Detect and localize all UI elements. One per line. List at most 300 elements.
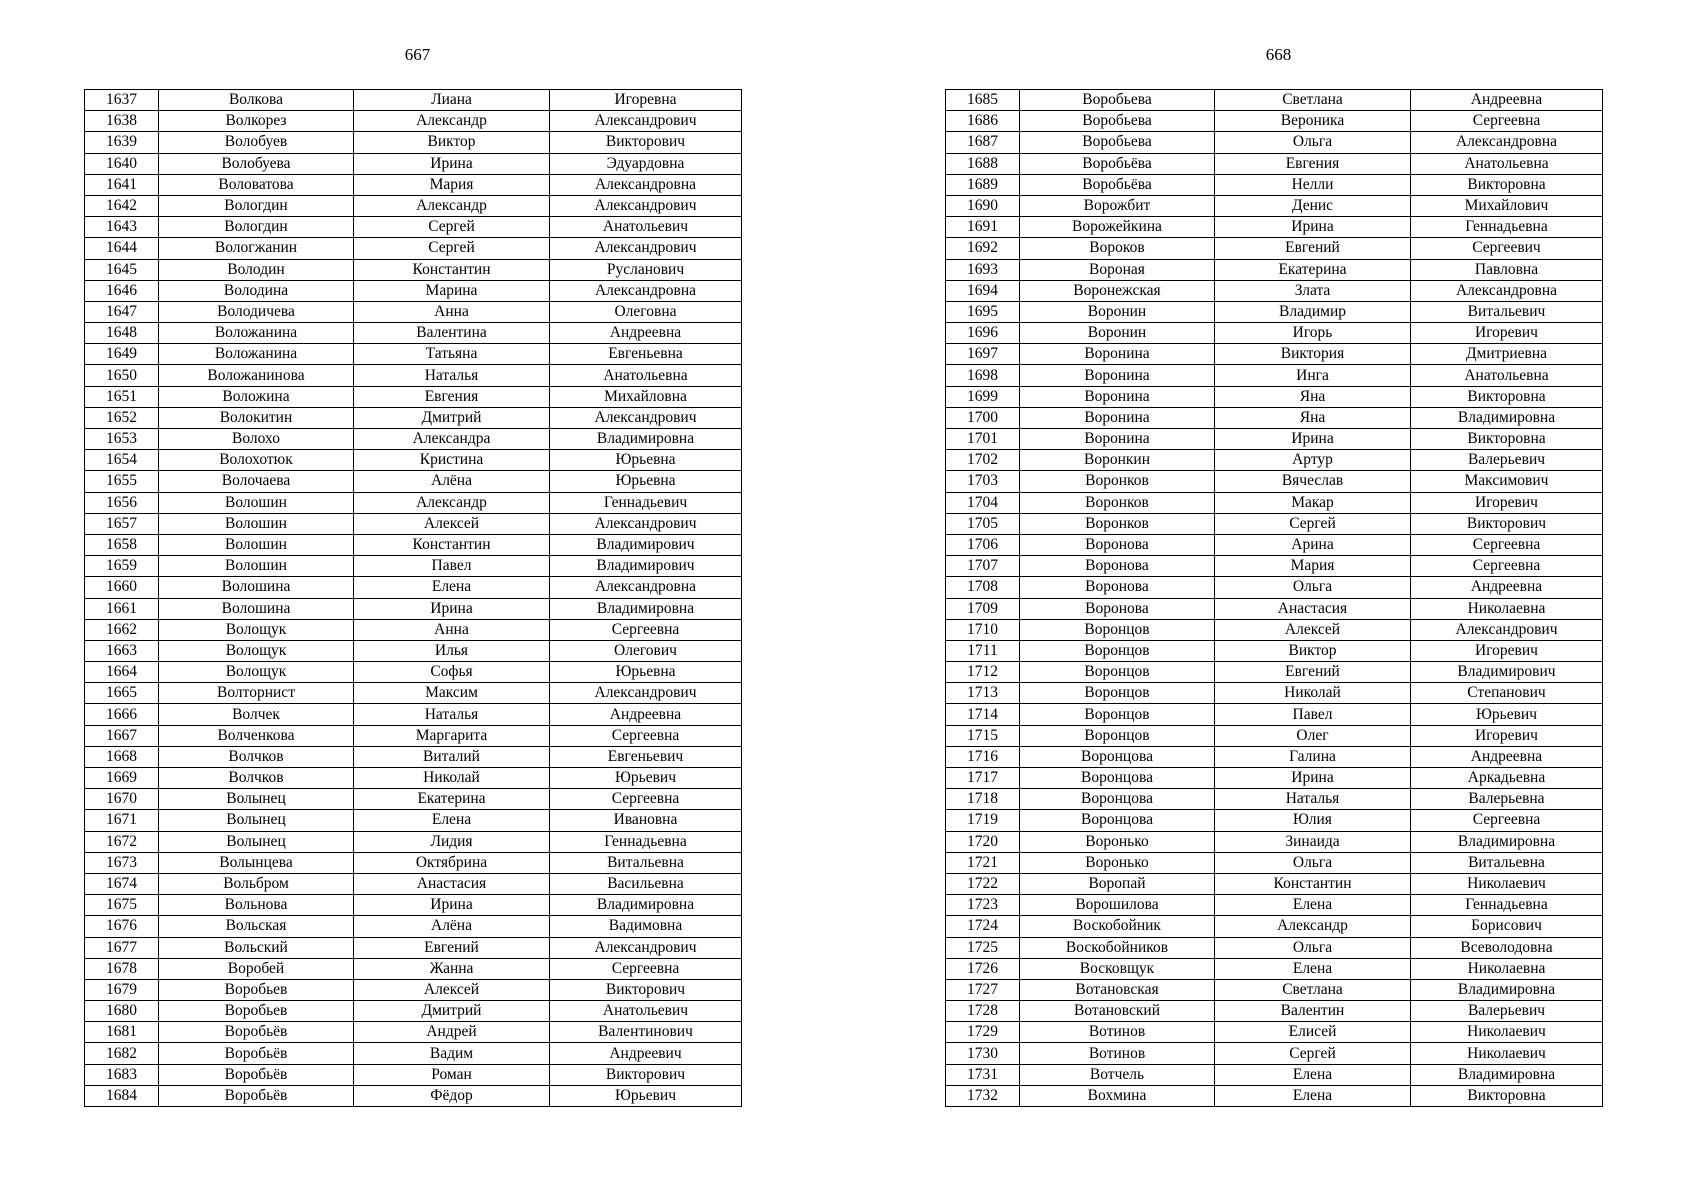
table-row (946, 132, 1603, 153)
row-number: 1678 (85, 958, 159, 979)
row-number: 1640 (85, 153, 159, 174)
patronymic: Сергеевна (550, 725, 742, 746)
row-number: 1711 (946, 640, 1020, 661)
last-name: Вотановская (1020, 979, 1215, 1000)
last-name: Воронцова (1020, 746, 1215, 767)
first-name: Маргарита (354, 725, 550, 746)
patronymic: Александрович (550, 513, 742, 534)
table-row (946, 768, 1603, 789)
last-name: Волокитин (159, 407, 354, 428)
last-name: Воложина (159, 386, 354, 407)
first-name: Дмитрий (354, 1001, 550, 1022)
last-name: Воронова (1020, 598, 1215, 619)
last-name: Воронцов (1020, 619, 1215, 640)
first-name: Игорь (1215, 323, 1411, 344)
row-number: 1707 (946, 556, 1020, 577)
table-row (85, 259, 742, 280)
patronymic: Александровна (550, 280, 742, 301)
first-name: Анна (354, 619, 550, 640)
first-name: Евгения (1215, 153, 1411, 174)
first-name: Вячеслав (1215, 471, 1411, 492)
first-name: Наталья (354, 704, 550, 725)
first-name: Мария (354, 174, 550, 195)
row-number: 1669 (85, 768, 159, 789)
table-row (85, 979, 742, 1000)
first-name: Татьяна (354, 344, 550, 365)
last-name: Вольский (159, 937, 354, 958)
last-name: Вотинов (1020, 1022, 1215, 1043)
first-name: Ольга (1215, 132, 1411, 153)
last-name: Волошин (159, 492, 354, 513)
first-name: Вадим (354, 1043, 550, 1064)
first-name: Сергей (1215, 513, 1411, 534)
last-name: Воронина (1020, 407, 1215, 428)
first-name: Сергей (1215, 1043, 1411, 1064)
table-row (85, 301, 742, 322)
table-row (85, 662, 742, 683)
patronymic: Анатольевич (550, 217, 742, 238)
last-name: Вольская (159, 916, 354, 937)
row-number: 1684 (85, 1085, 159, 1106)
patronymic: Михайлович (1411, 195, 1603, 216)
table-row (946, 810, 1603, 831)
patronymic: Игоревич (1411, 640, 1603, 661)
table-row (946, 217, 1603, 238)
last-name: Волочаева (159, 471, 354, 492)
table-row (946, 619, 1603, 640)
first-name: Валентин (1215, 1001, 1411, 1022)
first-name: Олег (1215, 725, 1411, 746)
table-row (85, 789, 742, 810)
patronymic: Олеговна (550, 301, 742, 322)
table-row (946, 1022, 1603, 1043)
last-name: Воскобойников (1020, 937, 1215, 958)
table-row (85, 937, 742, 958)
first-name: Виктор (354, 132, 550, 153)
row-number: 1661 (85, 598, 159, 619)
first-name: Елена (354, 577, 550, 598)
table-row (85, 238, 742, 259)
row-number: 1726 (946, 958, 1020, 979)
row-number: 1687 (946, 132, 1020, 153)
row-number: 1646 (85, 280, 159, 301)
patronymic: Сергеевна (550, 789, 742, 810)
last-name: Воробьева (1020, 111, 1215, 132)
table-row (946, 556, 1603, 577)
last-name: Воронцова (1020, 810, 1215, 831)
patronymic: Анатольевна (1411, 365, 1603, 386)
patronymic: Андреевна (550, 704, 742, 725)
table-row (85, 386, 742, 407)
last-name: Воложанина (159, 344, 354, 365)
first-name: Екатерина (1215, 259, 1411, 280)
last-name: Волощук (159, 640, 354, 661)
row-number: 1721 (946, 852, 1020, 873)
patronymic: Анатольевна (1411, 153, 1603, 174)
table-row (85, 450, 742, 471)
patronymic: Сергеевна (1411, 111, 1603, 132)
patronymic: Васильевна (550, 873, 742, 894)
patronymic: Андреевич (550, 1043, 742, 1064)
first-name: Софья (354, 662, 550, 683)
first-name: Ирина (1215, 768, 1411, 789)
patronymic: Викторовна (1411, 429, 1603, 450)
row-number: 1706 (946, 534, 1020, 555)
first-name: Фёдор (354, 1085, 550, 1106)
last-name: Вольбром (159, 873, 354, 894)
row-number: 1668 (85, 746, 159, 767)
patronymic: Игоревич (1411, 323, 1603, 344)
last-name: Воскобойник (1020, 916, 1215, 937)
first-name: Зинаида (1215, 831, 1411, 852)
row-number: 1663 (85, 640, 159, 661)
row-number: 1731 (946, 1064, 1020, 1085)
last-name: Воробьёв (159, 1043, 354, 1064)
first-name: Ольга (1215, 937, 1411, 958)
table-row (946, 746, 1603, 767)
first-name: Вероника (1215, 111, 1411, 132)
first-name: Лидия (354, 831, 550, 852)
patronymic: Сергеевич (1411, 238, 1603, 259)
first-name: Юлия (1215, 810, 1411, 831)
table-row (946, 111, 1603, 132)
last-name: Волошина (159, 598, 354, 619)
table-row (946, 683, 1603, 704)
patronymic: Аркадьевна (1411, 768, 1603, 789)
row-number: 1696 (946, 323, 1020, 344)
first-name: Екатерина (354, 789, 550, 810)
patronymic: Анатольевич (550, 1001, 742, 1022)
first-name: Светлана (1215, 979, 1411, 1000)
table-row (946, 1001, 1603, 1022)
last-name: Воробьев (159, 979, 354, 1000)
first-name: Елена (354, 810, 550, 831)
table-row (946, 937, 1603, 958)
first-name: Ирина (354, 598, 550, 619)
patronymic: Русланович (550, 259, 742, 280)
row-number: 1695 (946, 301, 1020, 322)
table-row (946, 344, 1603, 365)
first-name: Константин (1215, 873, 1411, 894)
first-name: Елисей (1215, 1022, 1411, 1043)
last-name: Волошин (159, 534, 354, 555)
last-name: Вохмина (1020, 1085, 1215, 1106)
patronymic: Викторович (550, 132, 742, 153)
first-name: Дмитрий (354, 407, 550, 428)
table-row (85, 174, 742, 195)
first-name: Виктория (1215, 344, 1411, 365)
table-row (946, 916, 1603, 937)
last-name: Волчков (159, 746, 354, 767)
row-number: 1639 (85, 132, 159, 153)
last-name: Волошина (159, 577, 354, 598)
table-row (85, 577, 742, 598)
row-number: 1712 (946, 662, 1020, 683)
first-name: Евгений (354, 937, 550, 958)
patronymic: Александрович (1411, 619, 1603, 640)
first-name: Александр (354, 111, 550, 132)
last-name: Волошин (159, 513, 354, 534)
patronymic: Владимировна (1411, 831, 1603, 852)
patronymic: Валентинович (550, 1022, 742, 1043)
patronymic: Евгеньевна (550, 344, 742, 365)
last-name: Воронцов (1020, 725, 1215, 746)
row-number: 1728 (946, 1001, 1020, 1022)
patronymic: Юрьевич (550, 768, 742, 789)
patronymic: Владимировна (1411, 407, 1603, 428)
patronymic: Викторовна (1411, 1085, 1603, 1106)
first-name: Лиана (354, 90, 550, 111)
last-name: Воробьёв (159, 1022, 354, 1043)
last-name: Ворошилова (1020, 895, 1215, 916)
last-name: Воронина (1020, 344, 1215, 365)
patronymic: Викторовна (1411, 386, 1603, 407)
row-number: 1677 (85, 937, 159, 958)
last-name: Волощук (159, 662, 354, 683)
row-number: 1682 (85, 1043, 159, 1064)
patronymic: Сергеевна (1411, 556, 1603, 577)
patronymic: Александровна (550, 174, 742, 195)
row-number: 1710 (946, 619, 1020, 640)
first-name: Галина (1215, 746, 1411, 767)
table-row (85, 195, 742, 216)
row-number: 1702 (946, 450, 1020, 471)
patronymic: Александровна (550, 577, 742, 598)
table-row (85, 1064, 742, 1085)
last-name: Волынцева (159, 852, 354, 873)
row-number: 1703 (946, 471, 1020, 492)
patronymic: Владимирович (550, 534, 742, 555)
table-row (946, 471, 1603, 492)
patronymic: Юрьевна (550, 450, 742, 471)
patronymic: Викторовна (1411, 174, 1603, 195)
row-number: 1690 (946, 195, 1020, 216)
first-name: Денис (1215, 195, 1411, 216)
first-name: Елена (1215, 958, 1411, 979)
last-name: Воронков (1020, 513, 1215, 534)
roster-table-right (945, 89, 1603, 1107)
first-name: Жанна (354, 958, 550, 979)
last-name: Вологдин (159, 217, 354, 238)
first-name: Алексей (1215, 619, 1411, 640)
table-row (946, 1043, 1603, 1064)
first-name: Александр (1215, 916, 1411, 937)
row-number: 1651 (85, 386, 159, 407)
table-row (85, 895, 742, 916)
table-row (946, 725, 1603, 746)
patronymic: Сергеевна (550, 958, 742, 979)
patronymic: Викторович (550, 979, 742, 1000)
table-row (85, 852, 742, 873)
table-row (85, 640, 742, 661)
first-name: Наталья (354, 365, 550, 386)
row-number: 1680 (85, 1001, 159, 1022)
last-name: Волохотюк (159, 450, 354, 471)
row-number: 1709 (946, 598, 1020, 619)
last-name: Володин (159, 259, 354, 280)
patronymic: Павловна (1411, 259, 1603, 280)
last-name: Воронцов (1020, 704, 1215, 725)
patronymic: Витальевна (550, 852, 742, 873)
last-name: Воронина (1020, 386, 1215, 407)
patronymic: Михайловна (550, 386, 742, 407)
patronymic: Сергеевна (1411, 810, 1603, 831)
first-name: Елена (1215, 895, 1411, 916)
table-row (85, 429, 742, 450)
patronymic: Андреевна (550, 323, 742, 344)
first-name: Кристина (354, 450, 550, 471)
row-number: 1683 (85, 1064, 159, 1085)
last-name: Волобуев (159, 132, 354, 153)
first-name: Алёна (354, 916, 550, 937)
last-name: Ворожейкина (1020, 217, 1215, 238)
first-name: Ирина (354, 895, 550, 916)
patronymic: Геннадьевна (1411, 895, 1603, 916)
table-row (946, 238, 1603, 259)
row-number: 1652 (85, 407, 159, 428)
row-number: 1720 (946, 831, 1020, 852)
patronymic: Александрович (550, 937, 742, 958)
first-name: Ирина (1215, 429, 1411, 450)
table-row (946, 1085, 1603, 1106)
first-name: Роман (354, 1064, 550, 1085)
first-name: Владимир (1215, 301, 1411, 322)
first-name: Сергей (354, 217, 550, 238)
patronymic: Андреевна (1411, 90, 1603, 111)
table-row (85, 471, 742, 492)
last-name: Волченкова (159, 725, 354, 746)
table-row (946, 301, 1603, 322)
patronymic: Игоревна (550, 90, 742, 111)
row-number: 1698 (946, 365, 1020, 386)
patronymic: Ивановна (550, 810, 742, 831)
row-number: 1717 (946, 768, 1020, 789)
patronymic: Анатольевна (550, 365, 742, 386)
first-name: Илья (354, 640, 550, 661)
last-name: Воронина (1020, 429, 1215, 450)
row-number: 1729 (946, 1022, 1020, 1043)
row-number: 1725 (946, 937, 1020, 958)
patronymic: Олегович (550, 640, 742, 661)
row-number: 1691 (946, 217, 1020, 238)
patronymic: Витальевич (1411, 301, 1603, 322)
first-name: Павел (1215, 704, 1411, 725)
patronymic: Владимирович (550, 556, 742, 577)
last-name: Вотчель (1020, 1064, 1215, 1085)
table-row (946, 640, 1603, 661)
table-row (946, 513, 1603, 534)
last-name: Воробьева (1020, 132, 1215, 153)
row-number: 1688 (946, 153, 1020, 174)
patronymic: Александровна (1411, 280, 1603, 301)
first-name: Анна (354, 301, 550, 322)
first-name: Злата (1215, 280, 1411, 301)
patronymic: Николаевич (1411, 873, 1603, 894)
table-row (946, 873, 1603, 894)
table-row (85, 598, 742, 619)
patronymic: Николаевич (1411, 1022, 1603, 1043)
row-number: 1676 (85, 916, 159, 937)
row-number: 1693 (946, 259, 1020, 280)
table-row (85, 534, 742, 555)
first-name: Елена (1215, 1064, 1411, 1085)
last-name: Волкорез (159, 111, 354, 132)
first-name: Алексей (354, 513, 550, 534)
patronymic: Андреевна (1411, 577, 1603, 598)
table-row (85, 916, 742, 937)
row-number: 1645 (85, 259, 159, 280)
table-row (946, 979, 1603, 1000)
last-name: Вольнова (159, 895, 354, 916)
table-row (946, 429, 1603, 450)
last-name: Воронин (1020, 301, 1215, 322)
last-name: Воронова (1020, 556, 1215, 577)
last-name: Вологжанин (159, 238, 354, 259)
last-name: Воробьёв (159, 1064, 354, 1085)
table-row (85, 153, 742, 174)
table-row (85, 407, 742, 428)
patronymic: Александрович (550, 111, 742, 132)
first-name: Алексей (354, 979, 550, 1000)
patronymic: Владимировна (550, 598, 742, 619)
patronymic: Борисович (1411, 916, 1603, 937)
table-row (85, 1085, 742, 1106)
patronymic: Валерьевич (1411, 1001, 1603, 1022)
row-number: 1662 (85, 619, 159, 640)
table-row (85, 831, 742, 852)
table-row (946, 704, 1603, 725)
last-name: Ворожбит (1020, 195, 1215, 216)
table-row (946, 407, 1603, 428)
first-name: Виталий (354, 746, 550, 767)
row-number: 1650 (85, 365, 159, 386)
last-name: Волынец (159, 789, 354, 810)
patronymic: Игоревич (1411, 725, 1603, 746)
row-number: 1697 (946, 344, 1020, 365)
table-row (946, 958, 1603, 979)
first-name: Наталья (1215, 789, 1411, 810)
row-number: 1643 (85, 217, 159, 238)
last-name: Воронков (1020, 471, 1215, 492)
first-name: Константин (354, 534, 550, 555)
patronymic: Александровна (1411, 132, 1603, 153)
table-row (946, 450, 1603, 471)
table-row (85, 365, 742, 386)
first-name: Светлана (1215, 90, 1411, 111)
table-row (946, 280, 1603, 301)
row-number: 1713 (946, 683, 1020, 704)
row-number: 1727 (946, 979, 1020, 1000)
row-number: 1700 (946, 407, 1020, 428)
last-name: Воронцов (1020, 683, 1215, 704)
row-number: 1705 (946, 513, 1020, 534)
row-number: 1641 (85, 174, 159, 195)
last-name: Воронцов (1020, 640, 1215, 661)
row-number: 1715 (946, 725, 1020, 746)
first-name: Октябрина (354, 852, 550, 873)
row-number: 1660 (85, 577, 159, 598)
table-row (946, 195, 1603, 216)
last-name: Вологдин (159, 195, 354, 216)
last-name: Воловатова (159, 174, 354, 195)
table-row (946, 831, 1603, 852)
patronymic: Александрович (550, 407, 742, 428)
last-name: Воложанинова (159, 365, 354, 386)
last-name: Волобуева (159, 153, 354, 174)
table-row (85, 1043, 742, 1064)
patronymic: Всеволодовна (1411, 937, 1603, 958)
table-row (946, 789, 1603, 810)
